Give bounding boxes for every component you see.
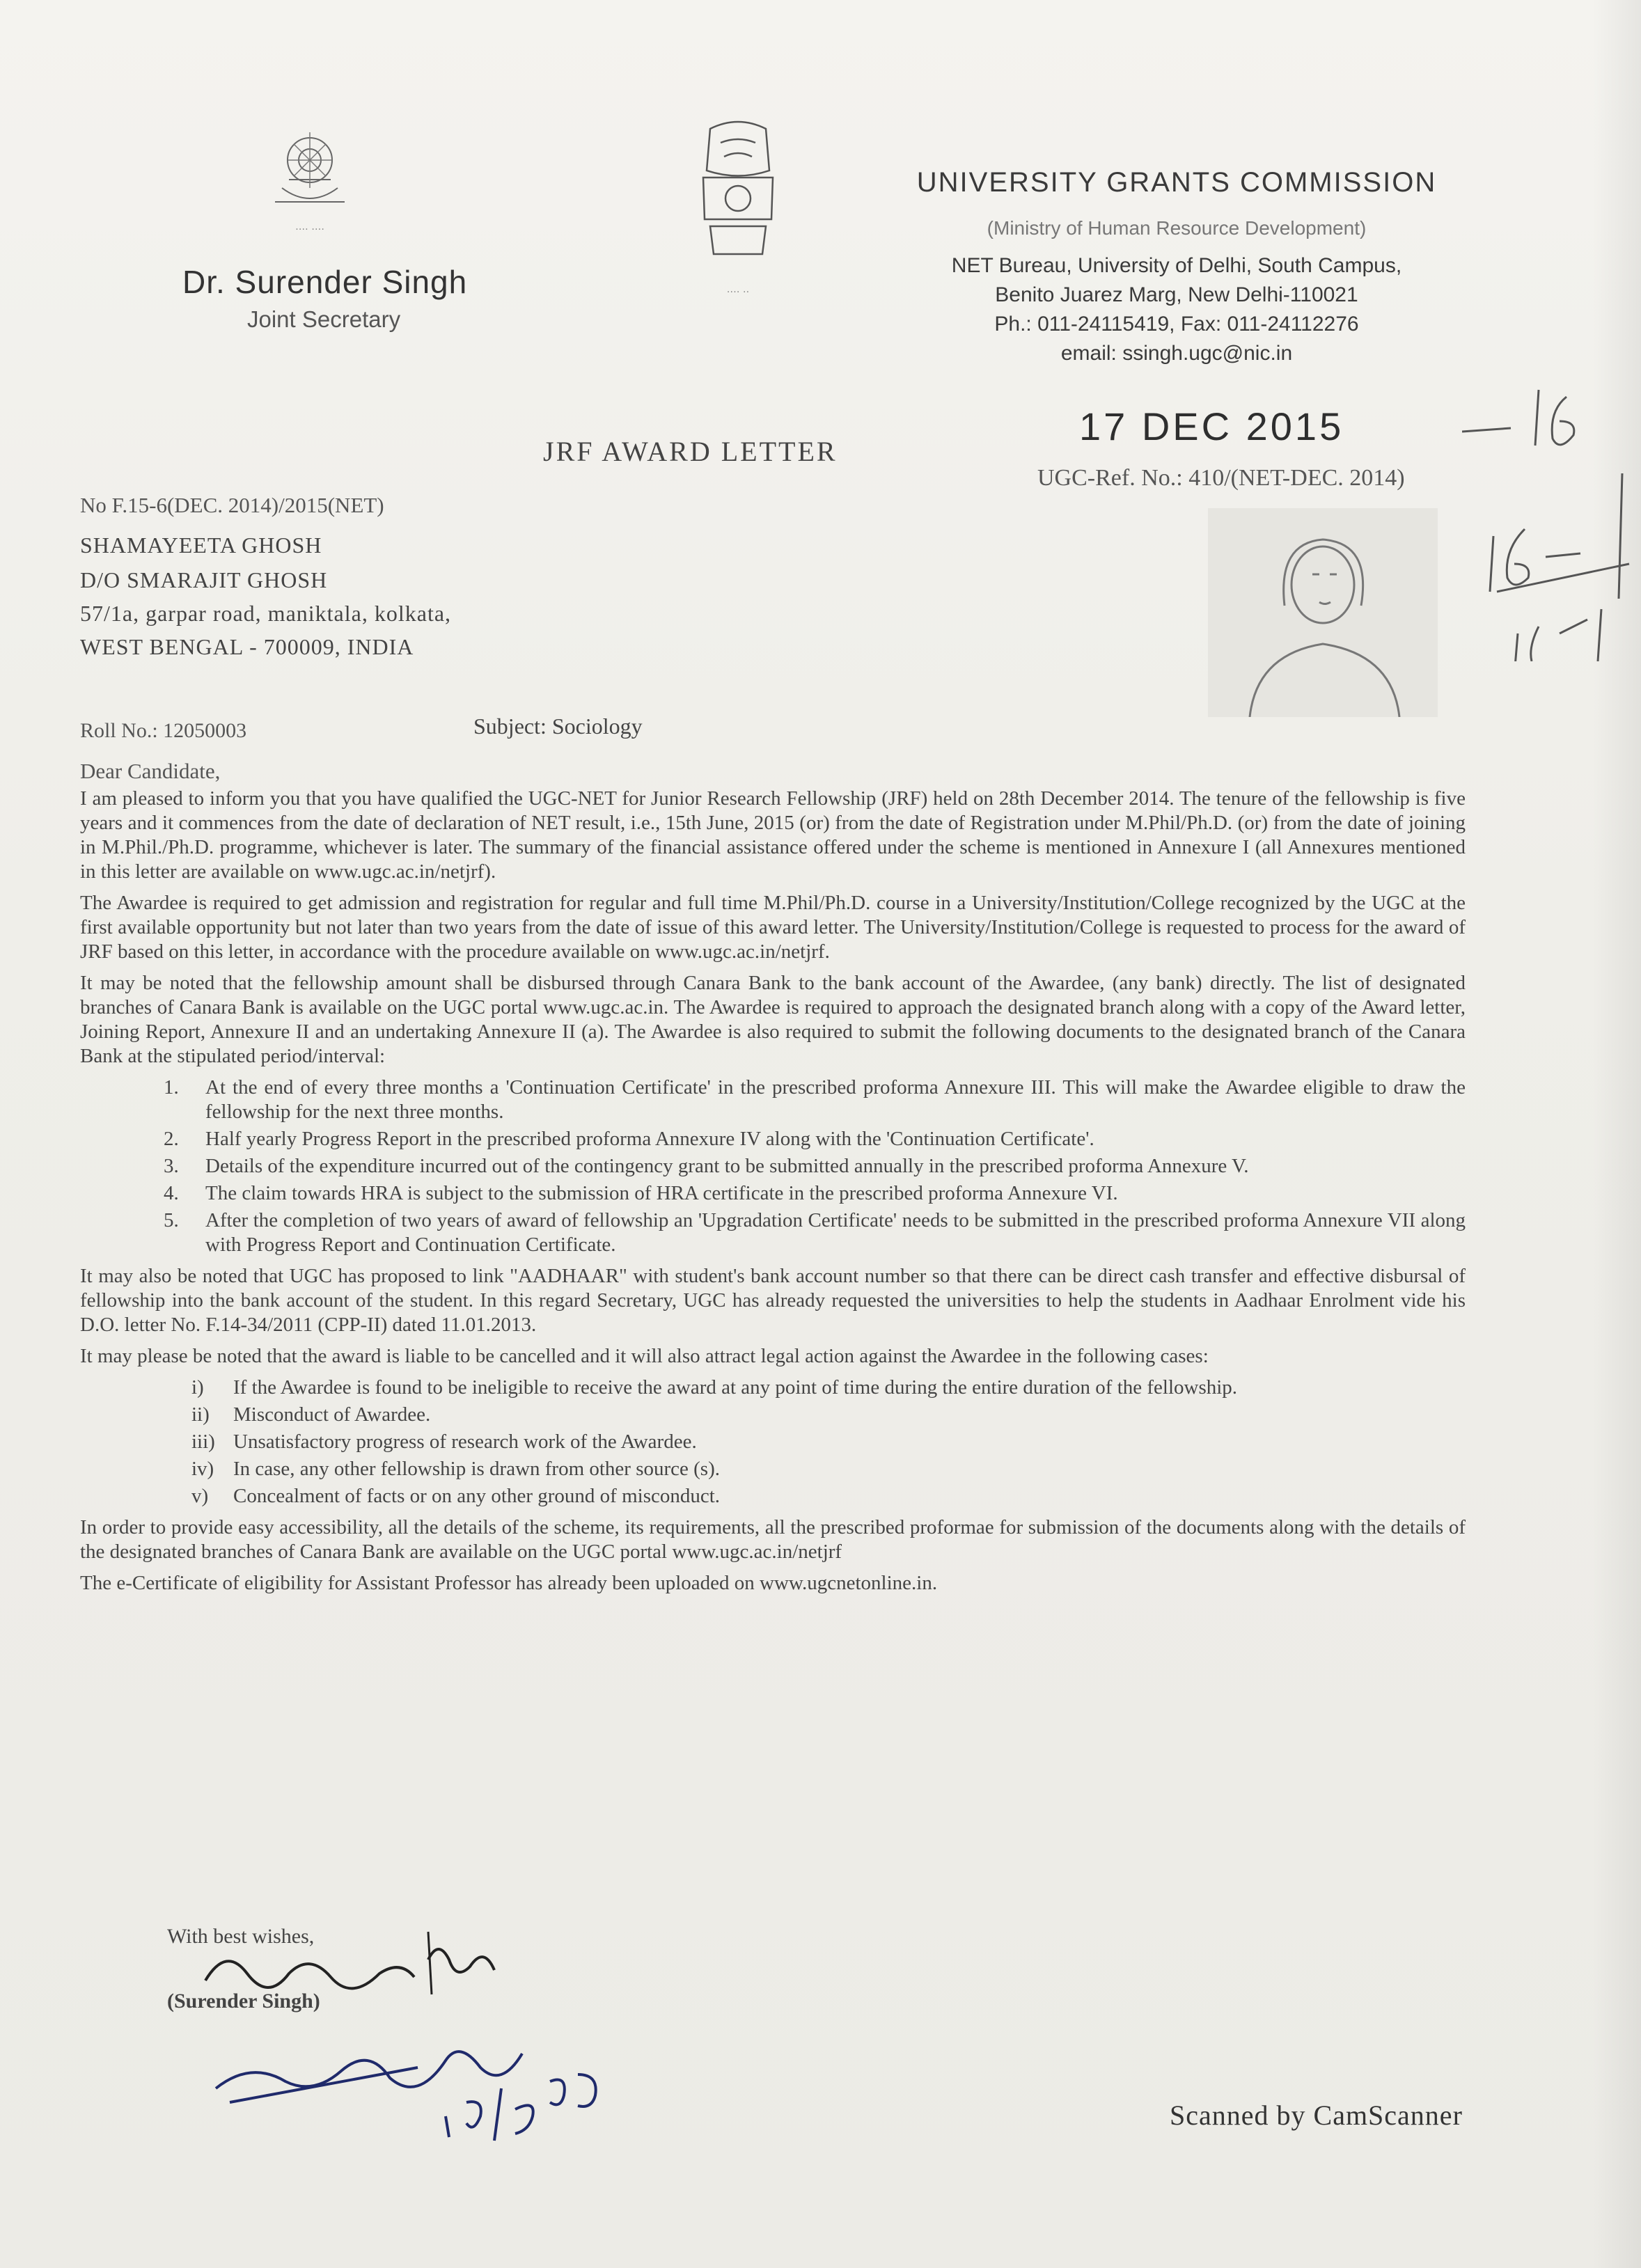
- paragraph-cancellation: It may please be noted that the award is liable to be cancelled and it will also attract legal action against the Awardee in the following cases:: [80, 1345, 1209, 1367]
- letter-body: [80, 787, 1466, 1602]
- cancellation-cases-list: [80, 1376, 1466, 1509]
- closing-wishes: With best wishes,: [167, 1925, 315, 1948]
- handwritten-annotation: [209, 2005, 654, 2144]
- address-line-1: NET Bureau, University of Delhi, South Campus,: [951, 254, 1402, 277]
- candidate-photo: [1208, 508, 1438, 717]
- svg-text:‥‥ ‥‥: ‥‥ ‥‥: [295, 221, 324, 233]
- paragraph-ecertificate: The e-Certificate of eligibility for Assistant Professor has already been uploaded on www.ugcnetonline.in.: [80, 1572, 938, 1594]
- address-line: SHAMAYEETA GHOSH: [80, 533, 322, 558]
- ugc-reference: UGC-Ref. No.: 410/(NET-DEC. 2014): [1037, 465, 1405, 491]
- signatory-name: (Surender Singh): [167, 1990, 320, 2013]
- address-line: WEST BENGAL - 700009, INDIA: [80, 634, 414, 659]
- paragraph-admission: The Awardee is required to get admission and registration for regular and full time M.Phil/Ph.D. course in a University/Institution/College recognized by the UGC at the first available opportunity but not later than two years from the date of issue of this award letter. The University/Institution/College is requested to process for the award of JRF based on this letter, in accordance with the procedure available on www.ugc.ac.in/netjrf.: [80, 892, 1466, 963]
- list-item: 3. Details of the expenditure incurred out of the contingency grant to be submitted annually in the prescribed proforma Annexure V.: [164, 1155, 1249, 1177]
- paragraph-intro: I am pleased to inform you that you have qualified the UGC-NET for Junior Research Fellowship (JRF) held on 28th December 2014. The tenure of the fellowship is five years and it commences from the date of declaration of NET result, i.e., 15th June, 2015 (or) from the date of Registration under M.Phil/Ph.D. (or) from the date of joining in M.Phil./Ph.D. programme, whichever is later. The summary of the financial assistance offered under the scheme is mentioned in Annexure I (all Annexures mentioned in this letter are available on www.ugc.ac.in/netjrf).: [80, 787, 1466, 883]
- list-item: 1. At the end of every three months a 'Continuation Certificate' in the prescribed proforma Annexure III. This will make the Awardee eligible to draw the fellowship for the next three months.: [164, 1076, 1466, 1123]
- secretary-name: Dr. Surender Singh: [182, 264, 468, 300]
- list-item: 4. The claim towards HRA is subject to the submission of HRA certificate in the prescribed proforma Annexure VI.: [164, 1182, 1118, 1204]
- org-name: UNIVERSITY GRANTS COMMISSION: [916, 167, 1437, 198]
- scanner-watermark: Scanned by CamScanner: [1170, 2100, 1463, 2131]
- list-item: iii) Unsatisfactory progress of research work of the Awardee.: [191, 1431, 697, 1453]
- list-item: v) Concealment of facts or on any other ground of misconduct.: [191, 1485, 721, 1507]
- margin-handwriting: [1462, 369, 1641, 661]
- svg-text:‥‥ ‥: ‥‥ ‥: [726, 284, 750, 295]
- list-item: 2. Half yearly Progress Report in the prescribed proforma Annexure IV along with the 'Continuation Certificate'.: [164, 1128, 1094, 1150]
- subject-line: Subject: Sociology: [473, 714, 643, 739]
- paragraph-disbursal: It may be noted that the fellowship amount shall be disbursed through Canara Bank to the bank account of the Awardee, (any bank) directly. The list of designated branches of Canara Bank is available on the UGC portal www.ugc.ac.in. The Awardee is required to approach the designated branch along with a copy of the Award letter, Joining Report, Annexure II and an undertaking Annexure II (a). The Awardee is also required to submit the following documents to the designated branch of the Canara Bank at the stipulated period/interval:: [80, 972, 1466, 1067]
- ministry-line: (Ministry of Human Resource Development): [987, 217, 1367, 239]
- address-line-2: Benito Juarez Marg, New Delhi-110021: [995, 283, 1358, 306]
- ugc-address-block: [891, 167, 1462, 368]
- page-edge-shadow: [1592, 0, 1641, 2268]
- list-item: 5. After the completion of two years of award of fellowship an 'Upgradation Certificate' needs to be submitted in the prescribed proforma Annexure VII along with Progress Report and Continuation Certificate.: [164, 1209, 1466, 1256]
- greeting: Dear Candidate,: [80, 759, 221, 783]
- ugc-emblem-icon: [247, 118, 372, 237]
- list-item: ii) Misconduct of Awardee.: [191, 1403, 431, 1426]
- paragraph-aadhaar: It may also be noted that UGC has proposed to link "AADHAAR" with student's bank account number so that there can be direct cash transfer and effective disbursal of fellowship into the bank account of the student. In this regard Secretary, UGC has already requested the universities to help the students in Aadhaar Enrolment vide his D.O. letter No. F.14-34/2011 (CPP-II) dated 11.01.2013.: [80, 1265, 1466, 1336]
- secretary-title: Joint Secretary: [247, 306, 401, 332]
- file-reference: No F.15-6(DEC. 2014)/2015(NET): [80, 493, 384, 517]
- letter-title: JRF AWARD LETTER: [543, 436, 838, 467]
- national-emblem-icon: [689, 115, 787, 303]
- list-item: iv) In case, any other fellowship is drawn from other source (s).: [191, 1458, 721, 1480]
- list-item: i) If the Awardee is found to be ineligible to receive the award at any point of time during the entire duration of the fellowship.: [191, 1376, 1238, 1399]
- date-stamp: 17 DEC 2015: [1079, 404, 1344, 448]
- phone-fax: Ph.: 011-24115419, Fax: 011-24112276: [994, 313, 1359, 336]
- documents-list: [80, 1076, 1466, 1257]
- address-line: D/O SMARAJIT GHOSH: [80, 567, 328, 592]
- address-line: 57/1a, garpar road, maniktala, kolkata,: [80, 601, 452, 626]
- paragraph-accessibility: In order to provide easy accessibility, all the details of the scheme, its requirements, all the prescribed proformae for submission of the documents along with the details of the designated branches of Canara Bank are available on the UGC portal www.ugc.ac.in/netjrf: [80, 1516, 1466, 1563]
- roll-number: Roll No.: 12050003: [80, 719, 247, 742]
- email-line: email: ssingh.ugc@nic.in: [1060, 342, 1293, 365]
